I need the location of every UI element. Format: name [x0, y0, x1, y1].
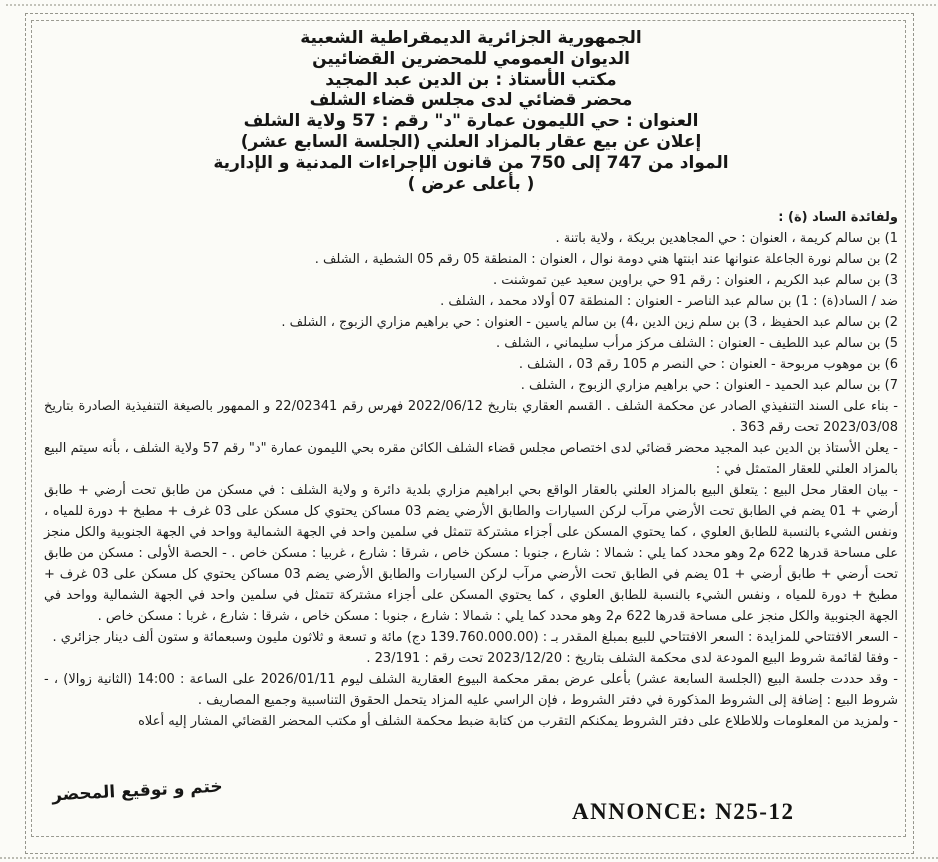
- beneficiaries-intro: ولفائدة الساد (ة) :: [778, 210, 898, 226]
- document-body: [44, 207, 898, 732]
- beneficiary-item: 3) بن سالم عبد الكريم ، العنوان : رقم 91 حي براوين سعيد عين تموشنت .: [492, 273, 898, 289]
- header-office-line: الديوان العمومي للمحضرين القضائيين: [312, 48, 630, 69]
- scan-noise-line-top: [6, 4, 936, 6]
- versus-item: 6) بن موهوب مربوحة - العنوان : حي النصر م 105 رقم 03 ، الشلف .: [518, 357, 898, 373]
- versus-item: 5) بن سالم عبد اللطيف - العنوان : الشلف مركز مرأب سليماني ، الشلف .: [495, 336, 898, 352]
- body-paragraph-executive-title: - بناء على السند التنفيذي الصادر عن محكمة الشلف . القسم العقاري بتاريخ 2022/06/12 فهرس رقم 22/02341 و الممهور بالصيغة التنفيذية الصادرة بتاريخ 2023/03/08 تحت رقم 363 .: [44, 399, 898, 436]
- document-content: [44, 28, 898, 732]
- body-paragraph-more-info: - ولمزيد من المعلومات وللاطلاع على دفتر الشروط يمكنكم التقرب من كتابة ضبط محكمة الشلف أو مكتب المحضر القضائي المشار إليه أعلاه: [138, 714, 898, 730]
- scan-noise-line-bottom: [0, 857, 938, 859]
- beneficiary-item: 2) بن سالم نورة الجاعلة عنوانها عند ابنتها هني دومة نوال ، العنوان : المنطقة 05 رقم 05 الشطية ، الشلف .: [314, 252, 898, 268]
- versus-item: 7) بن سالم عبد الحميد - العنوان : حي براهيم مزاري الزبوج ، الشلف .: [520, 378, 898, 394]
- body-paragraph-sale-session: - وقد حددت جلسة البيع (الجلسة السابعة عشر) بأعلى عرض بمقر محكمة البيوع العقارية الشلف ليوم 2026/01/11 على الساعة : 14:00 (الثانية زوالا) ، - شروط البيع : إضافة إلى الشروط المذكورة في دفتر الشروط ، فإن الراسي عليه المزاد يتحمل الحقوق التناسبية وجميع المصاريف .: [44, 672, 898, 709]
- versus-item: 2) بن سالم عبد الحفيظ ، 3) بن سلم زين الدين ،4) بن سالم ياسين - العنوان : حي براهيم مزاري الزبوج ، الشلف .: [281, 315, 898, 331]
- header-highest-bid-line: ( بأعلى عرض ): [407, 173, 535, 194]
- beneficiary-item: 1) بن سالم كريمة ، العنوان : حي المجاهدين بريكة ، ولاية باتنة .: [555, 231, 898, 247]
- annonce-reference: ANNONCE: N25-12: [572, 799, 795, 824]
- versus-item: ضد / الساد(ة) : 1) بن سالم عبد الناصر - العنوان : المنطقة 07 أولاد محمد ، الشلف .: [440, 294, 898, 310]
- header-bureau-line: مكتب الأستاذ : بن الدين عبد المجيد: [325, 69, 617, 90]
- header-law-articles-line: المواد من 747 إلى 750 من قانون الإجراءات المدنية و الإدارية: [213, 152, 729, 173]
- body-paragraph-bailiff-declaration: - يعلن الأستاذ بن الدين عبد المجيد محضر قضائي لدى اختصاص مجلس قضاء الشلف الكائن مقره بحي الليمون عمارة "د" رقم 57 ولاية الشلف ، بأنه سيتم البيع بالمزاد العلني للعقار المتمثل في :: [44, 441, 898, 478]
- body-paragraph-opening-price: - السعر الافتتاحي للمزايدة : السعر الافتتاحي للبيع بمبلغ المقدر بـ : (139.760.000.00 دج) مائة و تسعة و ثلاثون مليون وسبعمائة و ستون ألف دينار جزائري .: [52, 630, 898, 646]
- header-announcement-title: إعلان عن بيع عقار بالمزاد العلني (الجلسة السابع عشر): [240, 131, 702, 152]
- body-paragraph-sale-conditions-list: - وفقا لقائمة شروط البيع المودعة لدى محكمة الشلف بتاريخ : 2023/12/20 تحت رقم : 23/191 .: [366, 651, 898, 667]
- body-paragraph-property-description: - بيان العقار محل البيع : يتعلق البيع بالمزاد العلني بالعقار الواقع بحي ابراهيم مزاري بلدية دائرة و ولاية الشلف : في مسكن من طابق تحت أرضي + طابق أرضي + 01 يضم في الطابق تحت الأرضي مرآب لركن السيارات والطابق الأرضي يضم 03 مساكن يحتوي كل مسكن على 03 غرف + مطبخ + دورة للمياه ، ونفس الشيء بالنسبة للطابق العلوي ، كما يحتوي المسكن على أجزاء مشتركة تتمثل في سلمين واحد في الجهة الشمالية وواحد في الجهة الجنوبية والكل منجز على مساحة قدرها 622 م2 وهو محدد كما يلي : شمالا : شارع ، جنوبا : مسكن خاص ، شرقا : شارع ، غربيا : مسكن خاص . - الحصة الأولى : مسكن من طابق تحت أرضي + طابق أرضي + 01 يضم في الطابق تحت الأرضي مرآب لركن السيارات والطابق الأرضي يضم 03 مساكن يحتوي كل مسكن على 03 غرف + مطبخ + دورة للمياه ، ونفس الشيء بالنسبة للطابق العلوي ، كما يحتوي المسكن على أجزاء مشتركة تتمثل في سلمين واحد في الجهة الشمالية وواحد في الجهة الجنوبية والكل منجز على مساحة قدرها 622 م2 وهو محدد كما يلي : شمالا : شارع ، جنوبا : مسكن خاص ، شرقا : شارع ، غربا : مسكن خاص .: [44, 483, 899, 625]
- header-address-line: العنوان : حي الليمون عمارة "د" رقم : 57 ولاية الشلف: [243, 111, 699, 132]
- header-bailiff-line: محضر قضائي لدى مجلس قضاء الشلف: [309, 90, 633, 111]
- document-header: [44, 28, 898, 194]
- stamp-signature-label: ختم و توقيع المحضر: [51, 776, 224, 806]
- header-republic-line: الجمهورية الجزائرية الديمقراطية الشعبية: [300, 28, 642, 48]
